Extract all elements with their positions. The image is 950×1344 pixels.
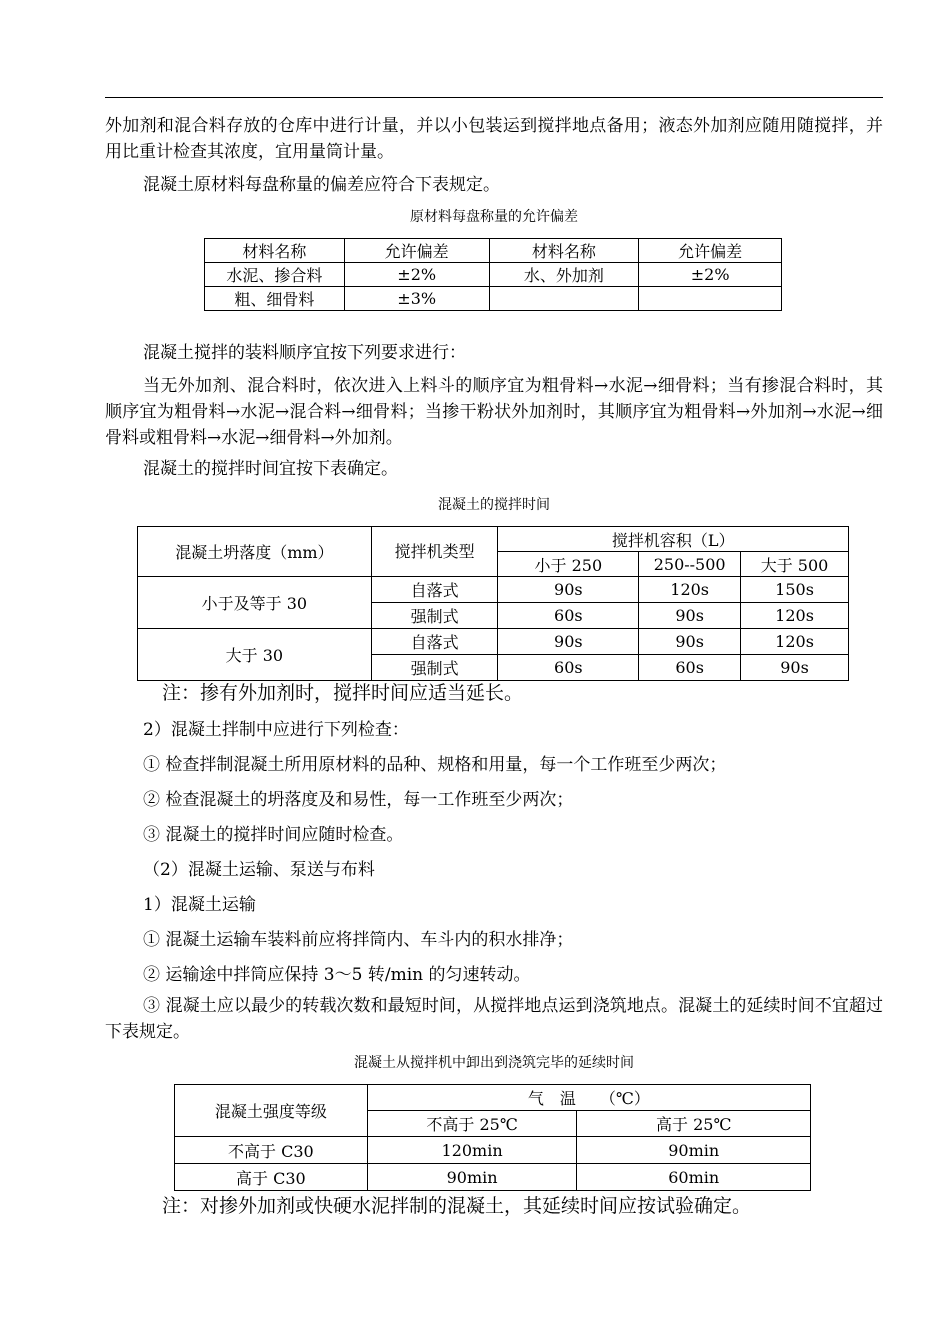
deviation-table	[204, 238, 782, 311]
temperature-header-cell: 高于 25℃	[577, 1111, 811, 1137]
table-header-row	[205, 239, 782, 263]
table-row	[175, 1137, 811, 1164]
mixer-type-cell: 自落式	[371, 629, 498, 655]
table-cell: 120min	[367, 1137, 577, 1164]
table-cell: 90s	[639, 629, 741, 655]
table-cell: 60s	[498, 603, 639, 629]
paragraph-transport-3: ③ 混凝土应以最少的转载次数和最短时间，从搅拌地点运到浇筑地点。混凝土的延续时间不宜超过下表规定。	[105, 996, 883, 1042]
table-row	[138, 629, 849, 655]
table-cell	[639, 287, 782, 311]
temperature-header: 气 温 （℃）	[367, 1085, 810, 1111]
mixing-time-table	[137, 526, 849, 681]
volume-header-cell: 250--500	[639, 552, 741, 577]
paragraph-check-1: ① 检查拌制混凝土所用原材料的品种、规格和用量，每一个工作班至少两次；	[143, 755, 727, 775]
mixer-type-header: 搅拌机类型	[371, 527, 498, 577]
grade-cell: 高于 C30	[175, 1164, 368, 1191]
table-cell: ±3%	[344, 287, 489, 311]
header-rule	[105, 97, 883, 98]
table-cell: 90s	[498, 629, 639, 655]
paragraph-table2-intro: 混凝土的搅拌时间宜按下表确定。	[143, 459, 398, 479]
table-cell: 90s	[639, 603, 741, 629]
mixer-type-cell: 强制式	[371, 603, 498, 629]
table2-caption: 混凝土的搅拌时间	[438, 497, 550, 513]
mixer-volume-header: 搅拌机容积（L）	[498, 527, 849, 552]
paragraph-measurement: 外加剂和混合料存放的仓库中进行计量，并以小包装运到搅拌地点备用；液态外加剂应随用随搅拌，并用比重计检查其浓度，宜用量筒计量。	[105, 116, 883, 162]
table-cell: 粗、细骨料	[205, 287, 345, 311]
grade-header: 混凝土强度等级	[175, 1085, 368, 1137]
table-cell	[489, 287, 639, 311]
paragraph-checks-intro: 2）混凝土拌制中应进行下列检查：	[143, 720, 409, 740]
slump-cell: 小于及等于 30	[138, 577, 372, 629]
paragraph-transport-1: ① 混凝土运输车装料前应将拌筒内、车斗内的积水排净；	[143, 930, 574, 950]
table-cell: 120s	[741, 629, 849, 655]
table-cell: 水泥、掺合料	[205, 263, 345, 287]
table-cell: 60min	[577, 1164, 811, 1191]
section-heading-transport: （2）混凝土运输、泵送与布料	[143, 860, 375, 880]
table-cell: 120s	[741, 603, 849, 629]
table-cell: ±2%	[639, 263, 782, 287]
table-header-cell: 允许偏差	[344, 239, 489, 263]
volume-header-cell: 大于 500	[741, 552, 849, 577]
table-cell: 90min	[577, 1137, 811, 1164]
subsection-heading-transport: 1）混凝土运输	[143, 895, 256, 915]
table-cell: 120s	[639, 577, 741, 603]
temperature-header-cell: 不高于 25℃	[367, 1111, 577, 1137]
grade-cell: 不高于 C30	[175, 1137, 368, 1164]
table-row	[138, 577, 849, 603]
table1-caption: 原材料每盘称量的允许偏差	[410, 209, 578, 225]
table-row	[205, 287, 782, 311]
table-row	[175, 1164, 811, 1191]
table-cell: 水、外加剂	[489, 263, 639, 287]
paragraph-check-3: ③ 混凝土的搅拌时间应随时检查。	[143, 825, 404, 845]
paragraph-transport-2: ② 运输途中拌筒应保持 3～5 转/min 的匀速转动。	[143, 965, 531, 985]
table-header-cell: 允许偏差	[639, 239, 782, 263]
table-cell: 90s	[741, 655, 849, 681]
paragraph-loading-order: 当无外加剂、混合料时，依次进入上料斗的顺序宜为粗骨料→水泥→细骨料；当有掺混合料时，其顺序宜为粗骨料→水泥→混合料→细骨料；当掺干粉状外加剂时，其顺序宜为粗骨料→外加剂→水泥→细骨料或粗骨料→水泥→细骨料→外加剂。	[105, 376, 883, 448]
table-cell: ±2%	[344, 263, 489, 287]
slump-cell: 大于 30	[138, 629, 372, 681]
table-cell: 60s	[498, 655, 639, 681]
table-header-row	[138, 527, 849, 552]
volume-header-cell: 小于 250	[498, 552, 639, 577]
mixer-type-cell: 强制式	[371, 655, 498, 681]
slump-header: 混凝土坍落度（mm）	[138, 527, 372, 577]
table-cell: 90s	[498, 577, 639, 603]
table3-note: 注：对掺外加剂或快硬水泥拌制的混凝土，其延续时间应按试验确定。	[162, 1195, 752, 1217]
mixer-type-cell: 自落式	[371, 577, 498, 603]
table-cell: 150s	[741, 577, 849, 603]
paragraph-loading-order-intro: 混凝土搅拌的装料顺序宜按下列要求进行：	[143, 343, 466, 363]
table3-caption: 混凝土从搅拌机中卸出到浇筑完毕的延续时间	[354, 1055, 634, 1071]
table-header-cell: 材料名称	[205, 239, 345, 263]
paragraph-check-2: ② 检查混凝土的坍落度及和易性，每一工作班至少两次；	[143, 790, 574, 810]
table-cell: 60s	[639, 655, 741, 681]
table-header-row	[175, 1085, 811, 1111]
paragraph-table1-intro: 混凝土原材料每盘称量的偏差应符合下表规定。	[143, 175, 500, 195]
table2-note: 注：掺有外加剂时，搅拌时间应适当延长。	[162, 682, 524, 704]
table-cell: 90min	[367, 1164, 577, 1191]
table-row	[205, 263, 782, 287]
table-header-cell: 材料名称	[489, 239, 639, 263]
duration-table	[174, 1084, 811, 1191]
